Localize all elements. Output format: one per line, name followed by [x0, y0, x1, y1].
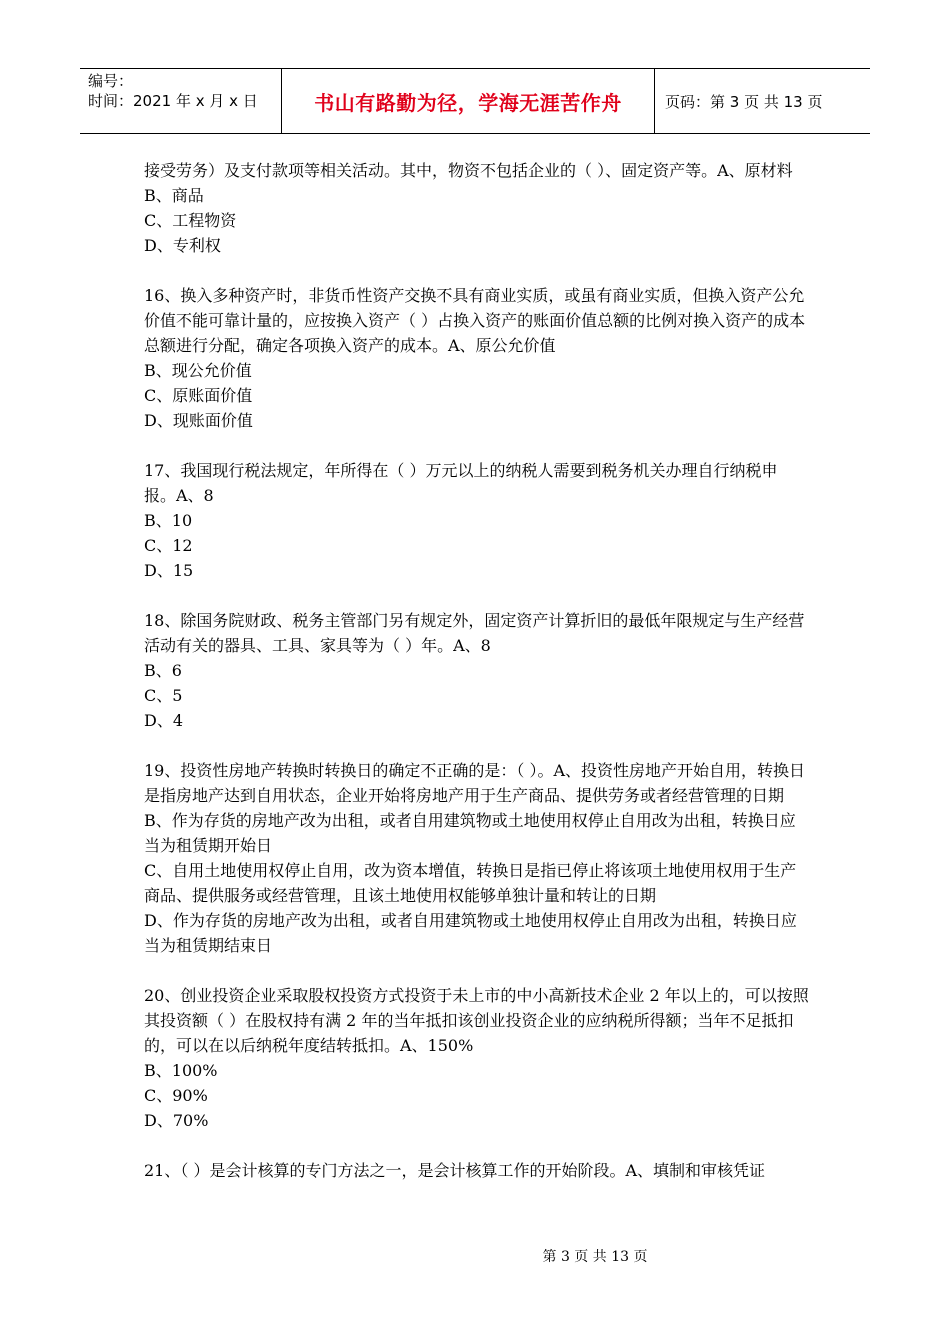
answer-option: B、10 [144, 511, 193, 530]
answer-option: D、70% [144, 1111, 209, 1130]
question-block [144, 758, 809, 958]
page-footer: 第 3 页 共 13 页 [542, 1249, 648, 1265]
answer-option: C、工程物资 [144, 211, 237, 230]
question-stem: 接受劳务）及支付款项等相关活动。其中，物资不包括企业的（ ）、固定资产等。A、原材料 [144, 161, 793, 180]
answer-option: C、5 [144, 686, 183, 705]
answer-option: C、90% [144, 1086, 208, 1105]
answer-option: B、6 [144, 661, 182, 680]
answer-option: D、专利权 [144, 236, 221, 255]
document-time-label: 时间：2021 年 x 月 x 日 [88, 92, 258, 110]
answer-option: D、4 [144, 711, 184, 730]
answer-option: D、现账面价值 [144, 411, 253, 430]
answer-option: B、作为存货的房地产改为出租，或者自用建筑物或土地使用权停止自用改为出租，转换日应当为租赁期开始日 [144, 811, 796, 855]
header-page-info-cell [655, 69, 870, 133]
question-stem: 19、投资性房地产转换时转换日的确定不正确的是：（ ）。A、投资性房地产开始自用，转换日是指房地产达到自用状态，企业开始将房地产用于生产商品、提供劳务或者经营管理的日期 [144, 761, 806, 805]
question-stem: 18、除国务院财政、税务主管部门另有规定外，固定资产计算折旧的最低年限规定与生产经营活动有关的器具、工具、家具等为（ ）年。A、8 [144, 611, 805, 655]
question-stem: 17、我国现行税法规定，年所得在（ ）万元以上的纳税人需要到税务机关办理自行纳税申报。A、8 [144, 461, 778, 505]
question-block [144, 608, 809, 733]
question-stem: 16、换入多种资产时，非货币性资产交换不具有商业实质，或虽有商业实质，但换入资产公允价值不能可靠计量的，应按换入资产（ ）占换入资产的账面价值总额的比例对换入资产的成本总额进行分配，确定各项换入资产的成本。A、原公允价值 [144, 286, 806, 355]
answer-option: B、100% [144, 1061, 218, 1080]
page-header [80, 68, 870, 134]
header-meta [80, 69, 282, 133]
answer-option: D、15 [144, 561, 194, 580]
question-block [144, 458, 809, 583]
answer-option: C、12 [144, 536, 193, 555]
answer-option: C、原账面价值 [144, 386, 253, 405]
header-page-info: 页码：第 3 页 共 13 页 [665, 92, 823, 111]
question-block [144, 283, 809, 433]
question-block [144, 158, 809, 258]
answer-option: B、现公允价值 [144, 361, 252, 380]
header-motto: 书山有路勤为径，学海无涯苦作舟 [314, 90, 622, 115]
question-block [144, 983, 809, 1133]
question-block [144, 1158, 809, 1183]
header-motto-cell [282, 69, 655, 133]
answer-option: D、作为存货的房地产改为出租，或者自用建筑物或土地使用权停止自用改为出租，转换日应当为租赁期结束日 [144, 911, 797, 955]
question-stem: 20、创业投资企业采取股权投资方式投资于未上市的中小高新技术企业 2 年以上的，可以按照其投资额（ ）在股权持有满 2 年的当年抵扣该创业投资企业的应纳税所得额；当年不足抵扣的，可以在以后纳税年度结转抵扣。A、150% [144, 986, 809, 1055]
answer-option: C、自用土地使用权停止自用，改为资本增值，转换日是指已停止将该项土地使用权用于生产商品、提供服务或经营管理，且该土地使用权能够单独计量和转让的日期 [144, 861, 797, 905]
question-list [144, 158, 809, 1208]
question-stem: 21、（ ）是会计核算的专门方法之一，是会计核算工作的开始阶段。A、填制和审核凭证 [144, 1161, 766, 1180]
answer-option: B、商品 [144, 186, 204, 205]
document-number-label: 编号： [88, 72, 134, 90]
